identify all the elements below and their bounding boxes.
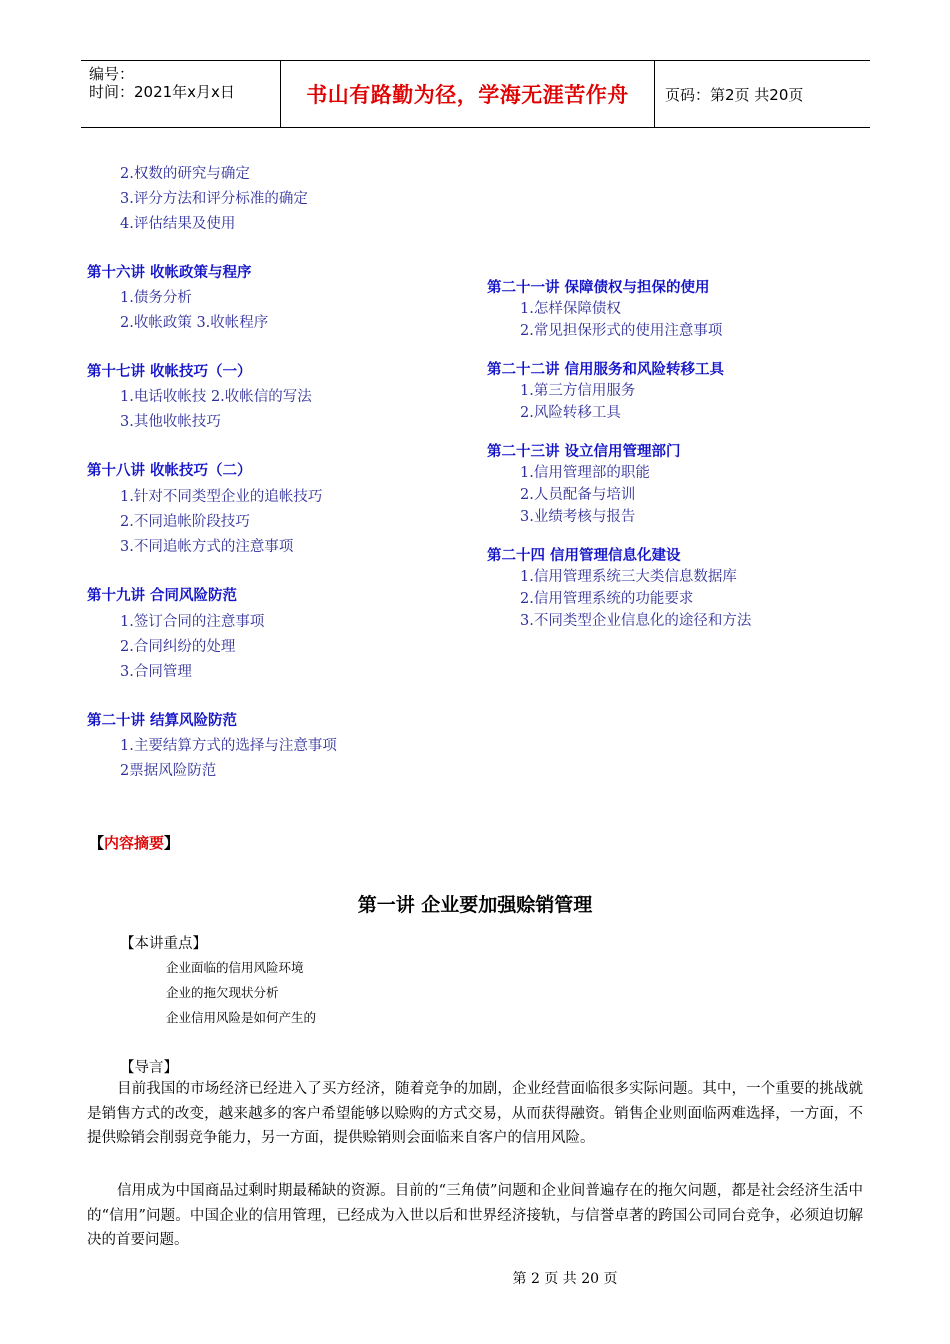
lecture-18-heading: 第十八讲 收帐技巧（二） (87, 463, 252, 479)
toc-item: 2.不同追帐阶段技巧 (120, 514, 250, 530)
toc-item: 1.债务分析 (120, 290, 192, 306)
lecture-16-heading: 第十六讲 收帐政策与程序 (87, 265, 252, 281)
toc-item: 1.信用管理系统三大类信息数据库 (520, 569, 737, 585)
focus-item: 企业的拖欠现状分析 (166, 985, 279, 1000)
toc-item: 2.合同纠纷的处理 (120, 639, 236, 655)
toc-item: 3.不同类型企业信息化的途径和方法 (520, 613, 752, 629)
lecture-22-heading: 第二十二讲 信用服务和风险转移工具 (487, 362, 725, 378)
summary-text: 内容摘要 (104, 834, 165, 852)
toc-item: 4.评估结果及使用 (120, 216, 236, 232)
lecture-17-heading: 第十七讲 收帐技巧（一） (87, 364, 252, 380)
toc-item: 2.权数的研究与确定 (120, 166, 250, 182)
focus-item: 企业面临的信用风险环境 (166, 960, 304, 975)
lecture-21-heading: 第二十一讲 保障债权与担保的使用 (487, 280, 710, 296)
intro-paragraph-1: 目前我国的市场经济已经进入了买方经济，随着竞争的加剧，企业经营面临很多实际问题。其中，一个重要的挑战就是销售方式的改变，越来越多的客户希望能够以赊购的方式交易，从而获得融资。销售企业则面临两难选择，一方面，不提供赊销会削弱竞争能力，另一方面，提供赊销则会面临来自客户的信用风险。 (87, 1081, 863, 1146)
lecture-24-heading: 第二十四 信用管理信息化建设 (487, 548, 681, 564)
toc-item: 1.怎样保障债权 (520, 301, 621, 317)
document-time-label: 时间：2021年x月x日 (89, 83, 235, 101)
header-motto-cell (281, 61, 655, 127)
toc-item: 2.人员配备与培训 (520, 487, 636, 503)
lecture-23-heading: 第二十三讲 设立信用管理部门 (487, 444, 681, 460)
toc-item: 2票据风险防范 (120, 763, 217, 779)
lecture-19-heading: 第十九讲 合同风险防范 (87, 588, 238, 604)
intro-paragraph-2: 信用成为中国商品过剩时期最稀缺的资源。目前的“三角债”问题和企业间普遍存在的拖欠问题，都是社会经济生活中的“信用”问题。中国企业的信用管理，已经成为入世以后和世界经济接轨，与信誉卓著的跨国公司同台竞争，必须迫切解决的首要问题。 (87, 1183, 863, 1248)
toc-item: 3.评分方法和评分标准的确定 (120, 191, 308, 207)
content-summary-label (89, 832, 179, 853)
toc-item: 2.常见担保形式的使用注意事项 (520, 323, 723, 339)
document-number-label: 编号： (89, 65, 135, 83)
bracket-close: 】 (164, 834, 180, 852)
toc-item: 3.合同管理 (120, 664, 192, 680)
toc-item: 1.签订合同的注意事项 (120, 614, 265, 630)
toc-item: 1.主要结算方式的选择与注意事项 (120, 738, 337, 754)
toc-item: 3.业绩考核与报告 (520, 509, 636, 525)
toc-item: 1.第三方信用服务 (520, 383, 636, 399)
intro-label: 【导言】 (120, 1060, 178, 1076)
toc-item: 2.风险转移工具 (520, 405, 621, 421)
focus-item: 企业信用风险是如何产生的 (166, 1010, 317, 1025)
page-header (81, 60, 870, 128)
lecture-1-title: 第一讲 企业要加强赊销管理 (357, 894, 593, 916)
header-meta-cell (81, 61, 281, 127)
header-page-info: 页码：第2页 共20页 (665, 85, 804, 104)
toc-item: 2.信用管理系统的功能要求 (520, 591, 694, 607)
focus-label: 【本讲重点】 (120, 936, 207, 952)
header-motto: 书山有路勤为径，学海无涯苦作舟 (306, 83, 629, 107)
toc-item: 3.不同追帐方式的注意事项 (120, 539, 294, 555)
page-footer: 第 2 页 共 20 页 (512, 1271, 618, 1287)
toc-item: 1.针对不同类型企业的追帐技巧 (120, 489, 323, 505)
toc-item: 3.其他收帐技巧 (120, 414, 221, 430)
bracket-open: 【 (89, 834, 105, 852)
toc-item: 1.信用管理部的职能 (520, 465, 650, 481)
lecture-20-heading: 第二十讲 结算风险防范 (87, 713, 238, 729)
toc-item: 1.电话收帐技 2.收帐信的写法 (120, 389, 312, 405)
toc-item: 2.收帐政策 3.收帐程序 (120, 315, 269, 331)
